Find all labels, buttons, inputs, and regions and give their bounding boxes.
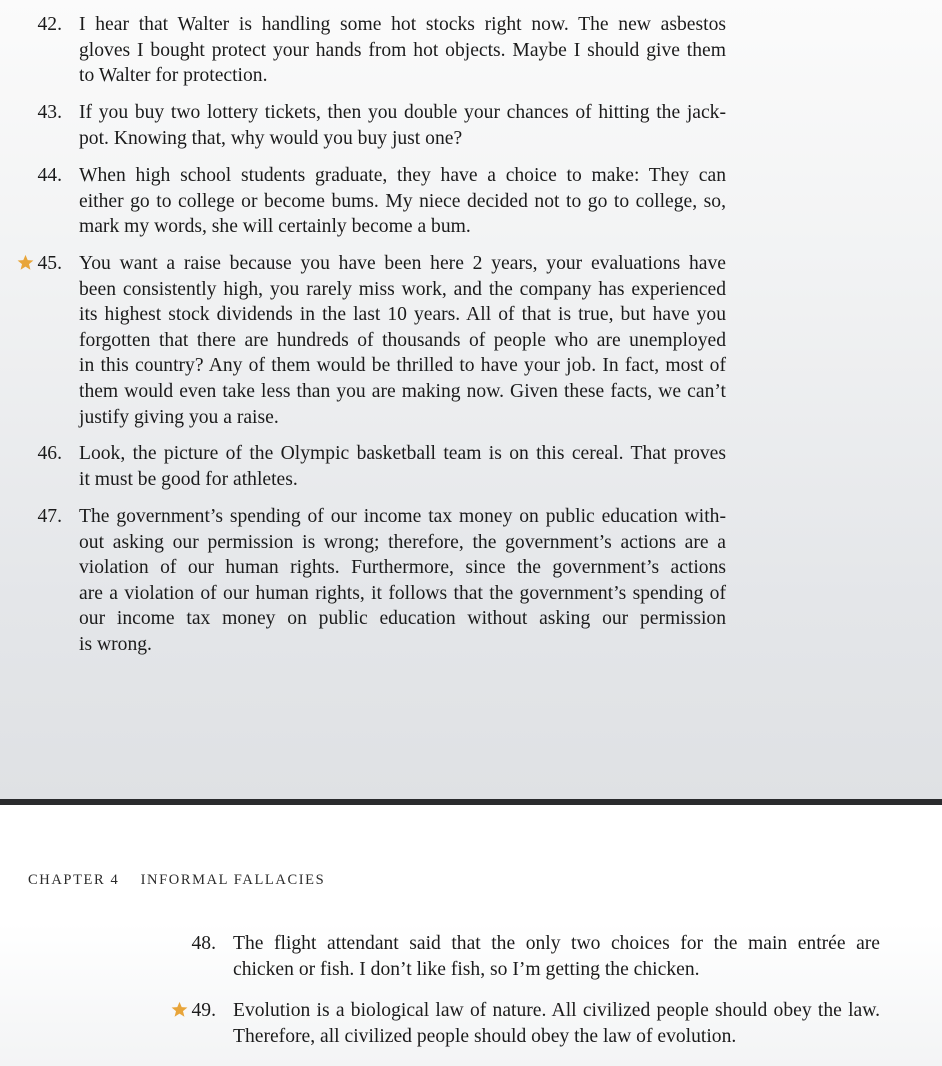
text-line: it must be good for athletes. xyxy=(79,468,298,490)
bottom-page xyxy=(0,805,942,1066)
text-line: justify giving you a raise. xyxy=(79,406,279,428)
item-number: 44. xyxy=(37,165,62,186)
item-text xyxy=(233,931,880,982)
item-number: 48. xyxy=(191,933,216,954)
item-text xyxy=(79,12,726,89)
text-line: out asking our permission is wrong; therefore, the government’s actions are a xyxy=(79,531,726,553)
chapter-title: INFORMAL FALLACIES xyxy=(140,872,326,888)
item-number: 47. xyxy=(37,506,62,527)
text-line: our income tax money on public education without asking our permission xyxy=(79,608,726,630)
text-line: gloves I bought protect your hands from hot objects. Maybe I should give them xyxy=(79,39,726,61)
text-line: The government’s spending of our income tax money on public education with- xyxy=(79,506,726,527)
item-number: 45. xyxy=(37,253,62,274)
item-number: 43. xyxy=(37,102,62,123)
chapter-label: CHAPTER 4 xyxy=(28,872,120,888)
item-number: 42. xyxy=(37,14,62,35)
text-line: in this country? Any of them would be thrilled to have your job. In fact, most of xyxy=(79,355,726,377)
text-line: pot. Knowing that, why would you buy just one? xyxy=(79,127,463,149)
text-line: been consistently high, you rarely miss work, and the company has experienced xyxy=(79,278,726,300)
running-header xyxy=(28,872,325,889)
item-text xyxy=(79,100,726,151)
text-line: to Walter for protection. xyxy=(79,65,268,87)
item-text xyxy=(79,163,726,240)
text-line: forgotten that there are hundreds of thousands of people who are unemployed xyxy=(79,329,726,351)
text-line: mark my words, she will certainly become a bum. xyxy=(79,216,471,238)
text-line: is wrong. xyxy=(79,633,152,655)
item-text xyxy=(233,998,880,1049)
text-line: its highest stock dividends in the last 10 years. All of that is true, but have you xyxy=(79,304,726,326)
text-line: are a violation of our human rights, it follows that the government’s spending of xyxy=(79,582,726,604)
text-line: I hear that Walter is handling some hot stocks right now. The new asbestos xyxy=(79,14,726,35)
text-line: When high school students graduate, they have a choice to make: They can xyxy=(79,165,726,186)
item-text xyxy=(79,441,726,492)
item-number: 46. xyxy=(37,443,62,464)
item-text xyxy=(79,504,726,658)
text-line: If you buy two lottery tickets, then you double your chances of hitting the jack- xyxy=(79,102,726,123)
text-line: either go to college or become bums. My niece decided not to go to college, so, xyxy=(79,190,726,212)
text-line: Evolution is a biological law of nature. All civilized people should obey the law. xyxy=(233,1000,880,1021)
item-number: 49. xyxy=(191,1000,216,1021)
text-line: You want a raise because you have been here 2 years, your evaluations have xyxy=(79,253,726,274)
text-line: violation of our human rights. Furthermore, since the government’s actions xyxy=(79,557,726,579)
text-line: The flight attendant said that the only two choices for the main entrée are xyxy=(233,933,880,954)
text-line: them would even take less than you are making now. Given these facts, we can’t xyxy=(79,380,726,402)
text-line: Therefore, all civilized people should obey the law of evolution. xyxy=(233,1025,737,1047)
item-text xyxy=(79,251,726,430)
text-line: chicken or fish. I don’t like fish, so I’m getting the chicken. xyxy=(233,958,700,980)
text-line: Look, the picture of the Olympic basketball team is on this cereal. That proves xyxy=(79,443,726,464)
